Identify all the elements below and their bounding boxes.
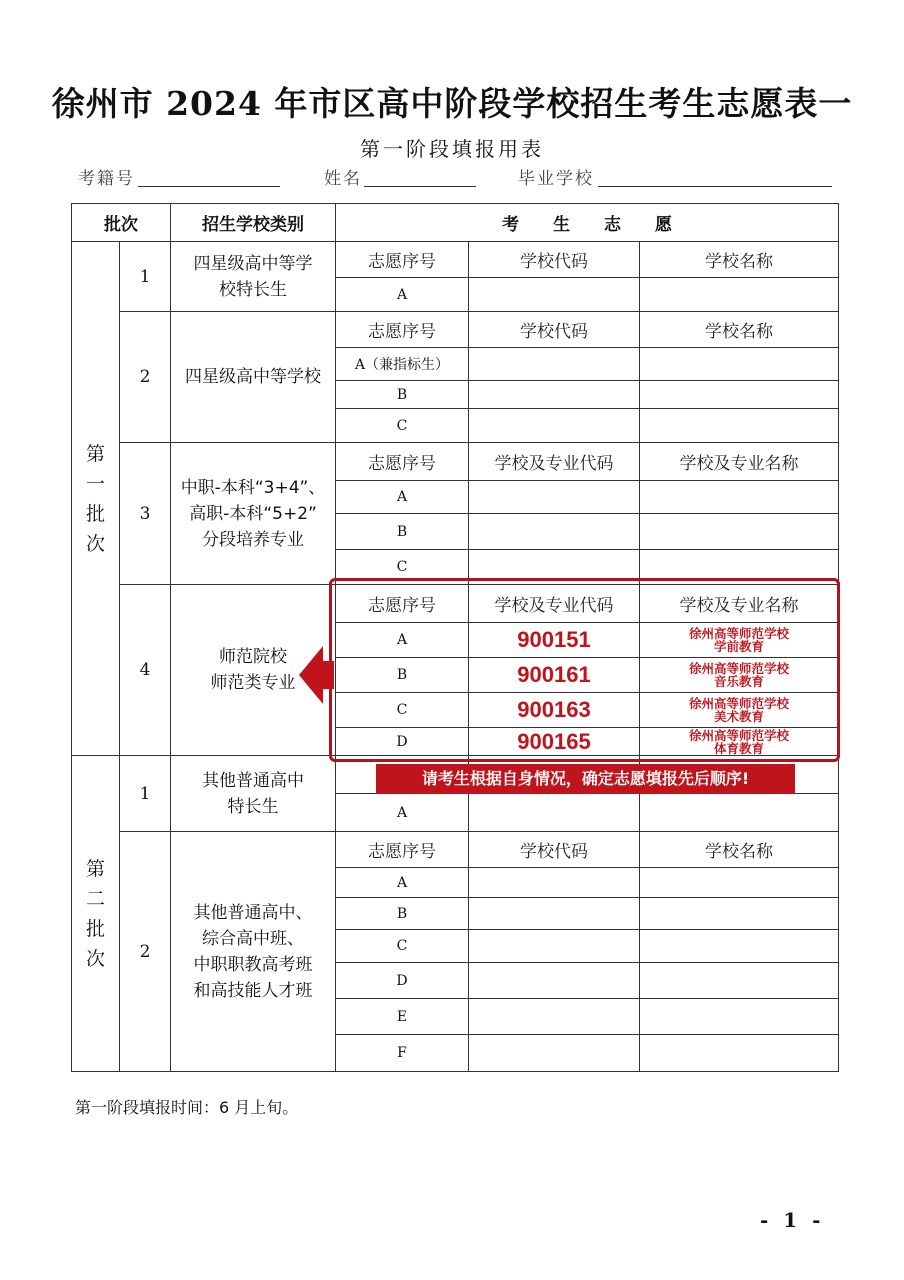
col-seq: 志愿序号 xyxy=(336,242,469,278)
category-header: 招生学校类别 xyxy=(171,204,336,242)
name-field[interactable] xyxy=(640,963,839,999)
school-name-line2: 学前教育 xyxy=(713,639,764,654)
school-name-line2: 美术教育 xyxy=(713,709,764,724)
category-line: 师范类专业 xyxy=(210,673,296,693)
name-field[interactable] xyxy=(640,999,839,1035)
school-name-line1: 徐州高等师范学校 xyxy=(688,661,789,676)
seq-cell: B xyxy=(336,658,469,693)
category-line: 其他普通高中、 xyxy=(193,902,313,923)
seq-cell: B xyxy=(336,514,469,550)
category-cell xyxy=(171,443,336,585)
school-name-line1: 徐州高等师范学校 xyxy=(688,727,789,743)
category-text: 四星级高中等学校特长生 xyxy=(193,253,313,300)
group-number: 1 xyxy=(120,242,171,312)
col-name: 学校名称 xyxy=(640,242,839,278)
col-seq: 志愿序号 xyxy=(336,312,469,348)
col-code: 学校代码 xyxy=(469,242,640,278)
seq-cell: A xyxy=(336,278,469,312)
page-number: - 1 - xyxy=(760,1208,825,1232)
category-line: 特长生 xyxy=(227,796,279,817)
col-seq: 志愿序号 xyxy=(336,585,469,623)
col-name: 学校及专业名称 xyxy=(640,585,839,623)
name-field[interactable] xyxy=(640,381,839,409)
code-field[interactable] xyxy=(469,930,640,963)
seq-cell: C xyxy=(336,550,469,585)
col-seq: 志愿序号 xyxy=(336,832,469,868)
col-code: 学校代码 xyxy=(469,312,640,348)
name-field[interactable] xyxy=(640,1035,839,1072)
col-code: 学校代码 xyxy=(469,832,640,868)
exam-id-field[interactable] xyxy=(138,166,280,187)
group-number: 1 xyxy=(120,756,171,832)
code-field[interactable] xyxy=(469,381,640,409)
batch1-text: 第一批次 xyxy=(85,442,105,555)
category-cell: 四星级高中等学校 xyxy=(171,312,336,443)
code-field[interactable] xyxy=(469,868,640,898)
category-cell xyxy=(171,756,336,832)
name-field[interactable] xyxy=(640,868,839,898)
col-name: 学校名称 xyxy=(640,312,839,348)
left-arrow-icon xyxy=(299,646,323,704)
col-code: 学校及专业代码 xyxy=(469,585,640,623)
col-name: 学校名称 xyxy=(640,832,839,868)
category-cell xyxy=(171,242,336,312)
category-line: 高职-本科“5+2” xyxy=(189,503,317,524)
school-name-line1: 徐州高等师范学校 xyxy=(688,626,789,641)
name-field[interactable] xyxy=(640,898,839,930)
name-field[interactable] xyxy=(640,348,839,381)
batch2-label xyxy=(72,756,120,1072)
reminder-banner: 请考生根据自身情况，确定志愿填报先后顺序! xyxy=(376,764,795,794)
exam-id-label: 考籍号 xyxy=(78,169,135,189)
form-subtitle: 第一阶段填报用表 xyxy=(360,137,544,161)
name-field[interactable] xyxy=(640,514,839,550)
seq-cell: C xyxy=(336,930,469,963)
code-field[interactable] xyxy=(469,409,640,443)
category-line: 其他普通高中 xyxy=(202,770,304,791)
code-field[interactable] xyxy=(469,1035,640,1072)
col-name: 学校及专业名称 xyxy=(640,443,839,481)
col-seq: 志愿序号 xyxy=(336,443,469,481)
seq-cell: E xyxy=(336,999,469,1035)
name-field[interactable] xyxy=(640,409,839,443)
form-title: 徐州市 2024 年市区高中阶段学校招生考生志愿表一 xyxy=(51,84,853,123)
school-code[interactable]: 900161 xyxy=(469,658,640,693)
seq-cell: C xyxy=(336,409,469,443)
seq-cell: A xyxy=(336,868,469,898)
school-name-line2: 体育教育 xyxy=(713,740,764,756)
code-field[interactable] xyxy=(469,514,640,550)
school-name-line2: 音乐教育 xyxy=(713,674,764,689)
name-field[interactable] xyxy=(640,930,839,963)
group-number: 4 xyxy=(120,585,171,756)
col-code: 学校及专业代码 xyxy=(469,443,640,481)
category-line: 中职-本科“3+4”、 xyxy=(180,477,326,498)
school-label: 毕业学校 xyxy=(518,169,594,189)
code-field[interactable] xyxy=(469,348,640,381)
school-field[interactable] xyxy=(598,166,832,187)
name-field[interactable] xyxy=(640,481,839,514)
school-code[interactable]: 900163 xyxy=(469,693,640,728)
wish-header: 考 生 志 愿 xyxy=(336,204,839,242)
seq-cell: D xyxy=(336,728,469,756)
arrow-shaft xyxy=(322,661,334,689)
seq-cell: A xyxy=(336,623,469,658)
name-field[interactable] xyxy=(640,278,839,312)
seq-cell: F xyxy=(336,1035,469,1072)
code-field[interactable] xyxy=(469,963,640,999)
batch2-text: 第二批次 xyxy=(85,857,105,970)
category-line: 分段培养专业 xyxy=(202,529,304,550)
highlight-box xyxy=(329,578,840,762)
seq-cell: A xyxy=(336,794,469,832)
name-field[interactable] xyxy=(364,166,476,187)
footnote: 第一阶段填报时间：6 月上旬。 xyxy=(75,1098,299,1117)
school-code[interactable]: 900165 xyxy=(469,728,640,756)
school-code[interactable]: 900151 xyxy=(469,623,640,658)
code-field[interactable] xyxy=(469,999,640,1035)
code-field[interactable] xyxy=(469,794,640,832)
category-line: 和高技能人才班 xyxy=(193,980,313,1001)
batch-header: 批次 xyxy=(72,204,171,242)
category-line: 师范院校 xyxy=(219,647,287,667)
seq-cell: B xyxy=(336,381,469,409)
name-field[interactable] xyxy=(640,794,839,832)
seq-cell: A xyxy=(336,481,469,514)
category-line: 综合高中班、 xyxy=(202,928,304,949)
code-field[interactable] xyxy=(469,898,640,930)
batch1-label xyxy=(72,242,120,756)
school-name-line1: 徐州高等师范学校 xyxy=(688,696,789,711)
name-label: 姓名 xyxy=(324,169,362,189)
seq-cell: C xyxy=(336,693,469,728)
group-number: 2 xyxy=(120,832,171,1072)
seq-cell: A（兼指标生） xyxy=(336,348,469,381)
seq-cell: D xyxy=(336,963,469,999)
seq-cell: B xyxy=(336,898,469,930)
code-field[interactable] xyxy=(469,481,640,514)
category-cell xyxy=(171,832,336,1072)
code-field[interactable] xyxy=(469,278,640,312)
group-number: 3 xyxy=(120,443,171,585)
group-number: 2 xyxy=(120,312,171,443)
category-line: 中职职教高考班 xyxy=(193,954,313,975)
